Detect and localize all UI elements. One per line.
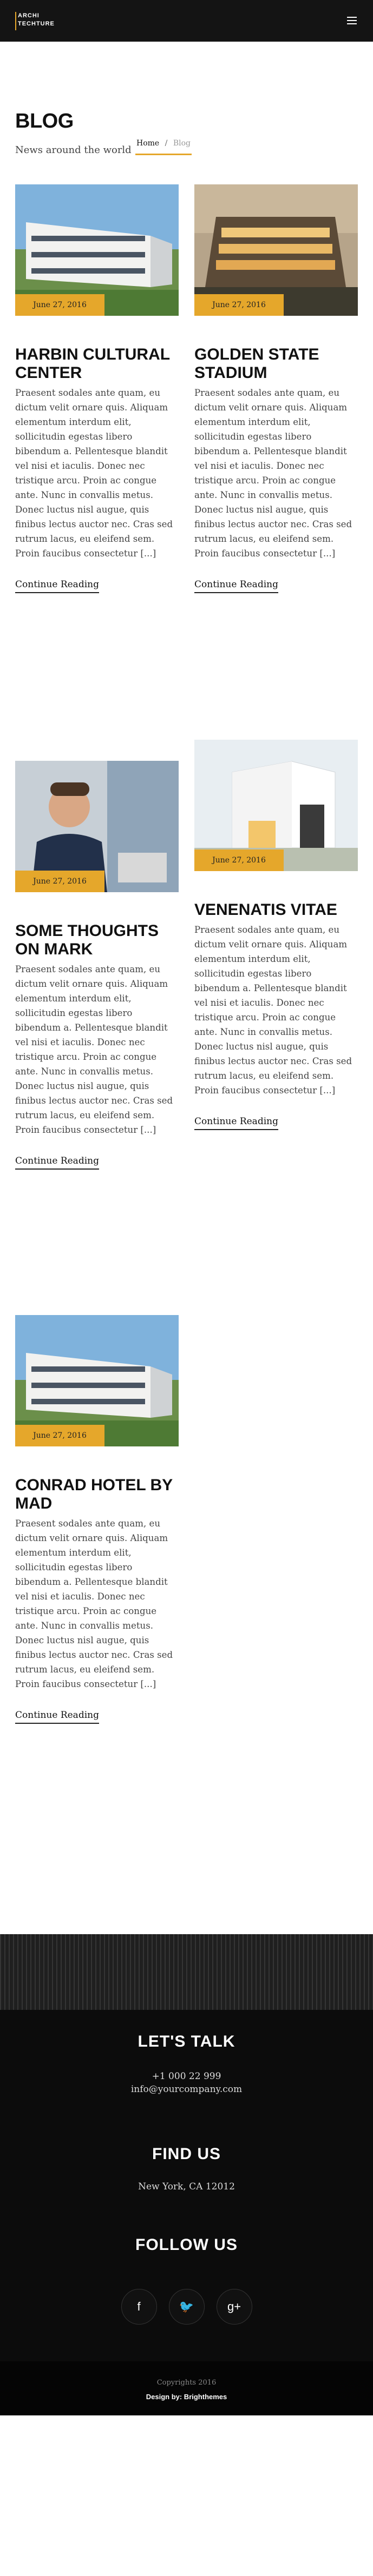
post-title[interactable]: CONRAD HOTEL BY MAD	[15, 1476, 173, 1512]
post-excerpt: Praesent sodales ante quam, eu dictum velit ornare quis. Aliquam elementum interdum elit, sollicitudin egestas libero bibendum a. Pellentesque blandit vel nisi et iaculis. Donec nec tristique arcu. Proin ac congue ante. Nunc in convallis metus. Donec luctus nisl augue, quis finibus lectus auctor nec. Cras sed rutrum lacus, eu eleifend sem. Proin faucibus consectetur [...]	[194, 388, 352, 559]
post-card	[15, 184, 179, 593]
site-footer	[0, 1934, 373, 2415]
post-title[interactable]: VENENATIS VITAE	[194, 901, 337, 919]
post-title[interactable]: HARBIN CULTURAL CENTER	[15, 346, 170, 382]
breadcrumb-separator: /	[165, 139, 168, 148]
footer-email[interactable]: info@yourcompany.com	[130, 2084, 243, 2095]
continue-reading-link[interactable]: Continue Reading	[15, 1710, 99, 1724]
post-card	[194, 184, 358, 593]
post-image[interactable]	[15, 1315, 179, 1446]
post-image[interactable]	[194, 184, 358, 316]
breadcrumb	[135, 139, 192, 155]
post-image[interactable]	[194, 740, 358, 871]
post-card	[194, 740, 358, 1130]
post-card	[15, 761, 179, 1170]
footer-pattern	[0, 1934, 373, 2010]
facebook-icon[interactable]: f	[121, 2289, 157, 2325]
post-date: June 27, 2016	[194, 849, 284, 871]
post-excerpt: Praesent sodales ante quam, eu dictum velit ornare quis. Aliquam elementum interdum elit, sollicitudin egestas libero bibendum a. Pellentesque blandit vel nisi et iaculis. Donec nec tristique arcu. Proin ac congue ante. Nunc in convallis metus. Donec luctus nisl augue, quis finibus lectus auctor nec. Cras sed rutrum lacus, eu eleifend sem. Proin faucibus consectetur [...]	[15, 1518, 173, 1689]
footer-address: New York, CA 12012	[138, 2181, 235, 2192]
logo-line-2: TECHTURE	[18, 21, 55, 27]
twitter-icon[interactable]: 🐦	[169, 2289, 205, 2325]
post-date: June 27, 2016	[15, 871, 104, 892]
find-us-title: FIND US	[152, 2145, 221, 2163]
breadcrumb-home-link[interactable]: Home	[136, 139, 160, 148]
post-excerpt: Praesent sodales ante quam, eu dictum velit ornare quis. Aliquam elementum interdum elit, sollicitudin egestas libero bibendum a. Pellentesque blandit vel nisi et iaculis. Donec nec tristique arcu. Proin ac congue ante. Nunc in convallis metus. Donec luctus nisl augue, quis finibus lectus auctor nec. Cras sed rutrum lacus, eu eleifend sem. Proin faucibus consectetur [...]	[15, 388, 173, 559]
continue-reading-link[interactable]: Continue Reading	[15, 579, 99, 593]
post-date: June 27, 2016	[194, 294, 284, 316]
post-excerpt: Praesent sodales ante quam, eu dictum velit ornare quis. Aliquam elementum interdum elit, sollicitudin egestas libero bibendum a. Pellentesque blandit vel nisi et iaculis. Donec nec tristique arcu. Proin ac congue ante. Nunc in convallis metus. Donec luctus nisl augue, quis finibus lectus auctor nec. Cras sed rutrum lacus, eu eleifend sem. Proin faucibus consectetur [...]	[194, 925, 352, 1096]
page-title: BLOG	[15, 110, 74, 132]
follow-us-title: FOLLOW US	[135, 2236, 238, 2254]
top-bar	[0, 0, 373, 42]
logo-line-1: ARCHI	[18, 12, 40, 19]
page-subtitle: News around the world	[15, 144, 132, 156]
footer-phone[interactable]: +1 000 22 999	[152, 2071, 221, 2082]
post-title[interactable]: GOLDEN STATE STADIUM	[194, 346, 319, 382]
breadcrumb-current: Blog	[173, 139, 191, 148]
post-date: June 27, 2016	[15, 1425, 104, 1446]
continue-reading-link[interactable]: Continue Reading	[15, 1156, 99, 1170]
post-excerpt: Praesent sodales ante quam, eu dictum velit ornare quis. Aliquam elementum interdum elit, sollicitudin egestas libero bibendum a. Pellentesque blandit vel nisi et iaculis. Donec nec tristique arcu. Proin ac congue ante. Nunc in convallis metus. Donec luctus nisl augue, quis finibus lectus auctor nec. Cras sed rutrum lacus, eu eleifend sem. Proin faucibus consectetur [...]	[15, 964, 173, 1135]
post-card	[15, 1315, 179, 1724]
continue-reading-link[interactable]: Continue Reading	[194, 579, 278, 593]
post-title[interactable]: SOME THOUGHTS ON MARK	[15, 922, 159, 958]
continue-reading-link[interactable]: Continue Reading	[194, 1116, 278, 1130]
post-image[interactable]	[15, 761, 179, 892]
post-image[interactable]	[15, 184, 179, 316]
menu-icon[interactable]	[347, 17, 357, 24]
footer-bottom	[0, 2361, 373, 2415]
social-links	[0, 2289, 373, 2325]
post-date: June 27, 2016	[15, 294, 104, 316]
lets-talk-title: LET'S TALK	[138, 2033, 235, 2050]
google-plus-icon[interactable]: g+	[217, 2289, 252, 2325]
site-logo[interactable]	[15, 12, 55, 30]
page-header	[0, 42, 373, 161]
design-credit[interactable]: Design by: Brighthemes	[146, 2393, 227, 2401]
copyright-text: Copyrights 2016	[156, 2379, 217, 2387]
